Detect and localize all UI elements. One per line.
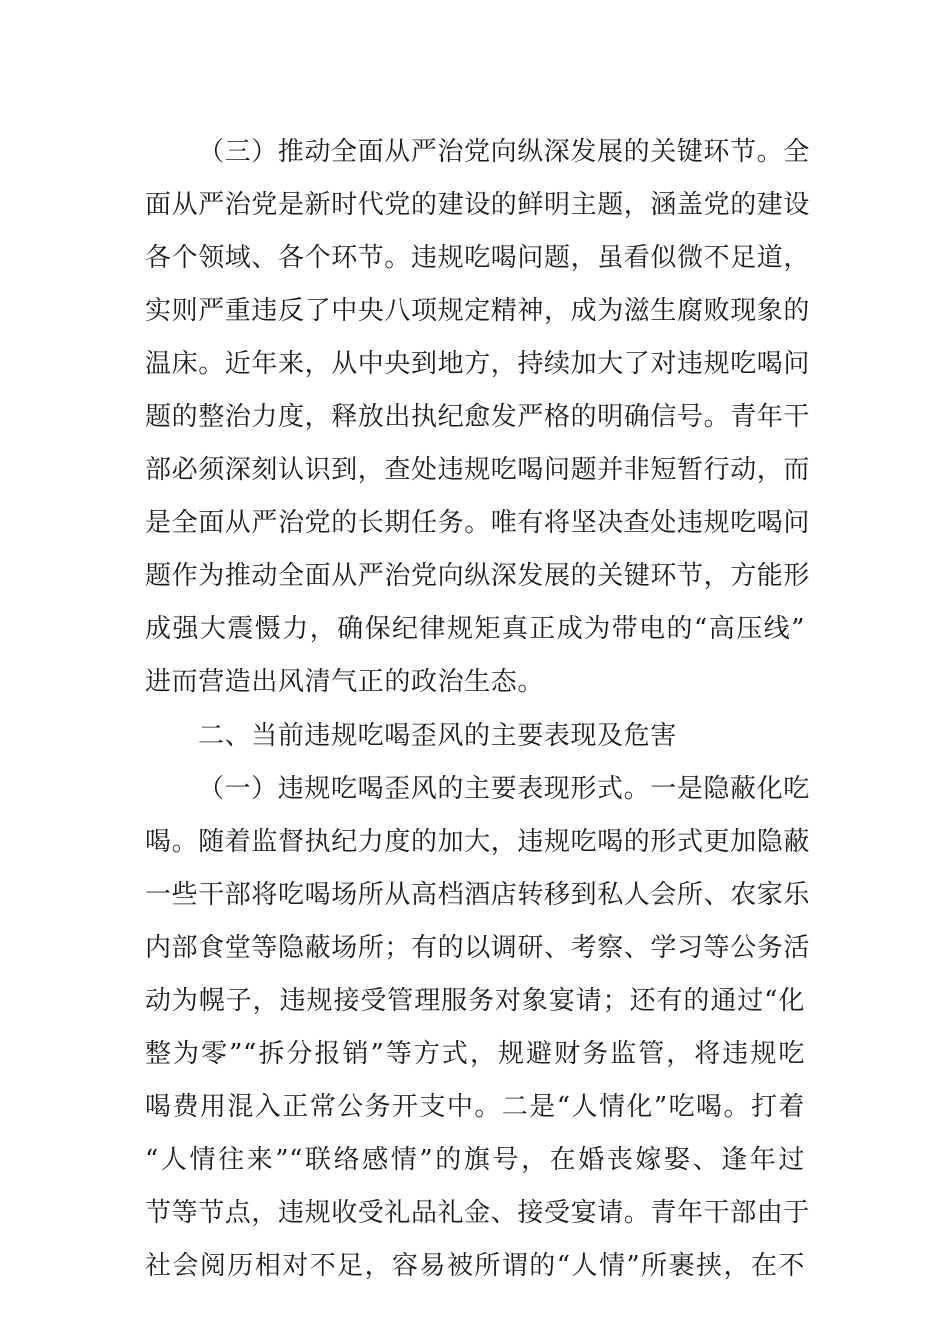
paragraph-2-line: “人情往来”“联络感情”的旗号，在婚丧嫁娶、逢年过: [145, 1145, 805, 1175]
paragraph-1-line: 题的整治力度，释放出执纪愈发严格的明确信号。青年干: [145, 402, 811, 432]
paragraph-2-line: 动为幌子，违规接受管理服务对象宴请；还有的通过“化: [145, 986, 805, 1016]
section-heading: 二、当前违规吃喝歪风的主要表现及危害: [198, 721, 677, 751]
paragraph-1-line: 是全面从严治党的长期任务。唯有将坚决查处违规吃喝问: [145, 508, 811, 538]
paragraph-1-line: 部必须深刻认识到，查处违规吃喝问题并非短暂行动，而: [145, 455, 811, 485]
paragraph-2-line: 社会阅历相对不足，容易被所谓的“人情”所裹挟，在不: [145, 1251, 805, 1281]
paragraph-2-line: 喝。随着监督执纪力度的加大，违规吃喝的形式更加隐蔽: [145, 827, 811, 857]
paragraph-2-line: 喝费用混入正常公务开支中。二是“人情化”吃喝。打着: [145, 1092, 805, 1122]
paragraph-1-line: 进而营造出风清气正的政治生态。: [145, 667, 545, 697]
paragraph-2-line: 节等节点，违规收受礼品礼金、接受宴请。青年干部由于: [145, 1198, 811, 1228]
paragraph-1-line: 实则严重违反了中央八项规定精神，成为滋生腐败现象的: [145, 296, 811, 326]
paragraph-1-line: 各个领域、各个环节。违规吃喝问题，虽看似微不足道，: [145, 243, 811, 273]
paragraph-1-line: 温床。近年来，从中央到地方，持续加大了对违规吃喝问: [145, 349, 811, 379]
paragraph-2-line: （一）违规吃喝歪风的主要表现形式。一是隐蔽化吃: [198, 774, 810, 804]
paragraph-1-line: 题作为推动全面从严治党向纵深发展的关键环节，方能形: [145, 561, 811, 591]
paragraph-2-line: 一些干部将吃喝场所从高档酒店转移到私人会所、农家乐: [145, 880, 811, 910]
paragraph-1-line: 面从严治党是新时代党的建设的鲜明主题，涵盖党的建设: [145, 190, 811, 220]
paragraph-2-line: 整为零”“拆分报销”等方式，规避财务监管，将违规吃: [145, 1039, 805, 1069]
paragraph-2-line: 内部食堂等隐蔽场所；有的以调研、考察、学习等公务活: [145, 933, 811, 963]
paragraph-1-line: 成强大震慑力，确保纪律规矩真正成为带电的“高压线”: [145, 614, 805, 644]
paragraph-1-line: （三）推动全面从严治党向纵深发展的关键环节。全: [198, 137, 810, 167]
